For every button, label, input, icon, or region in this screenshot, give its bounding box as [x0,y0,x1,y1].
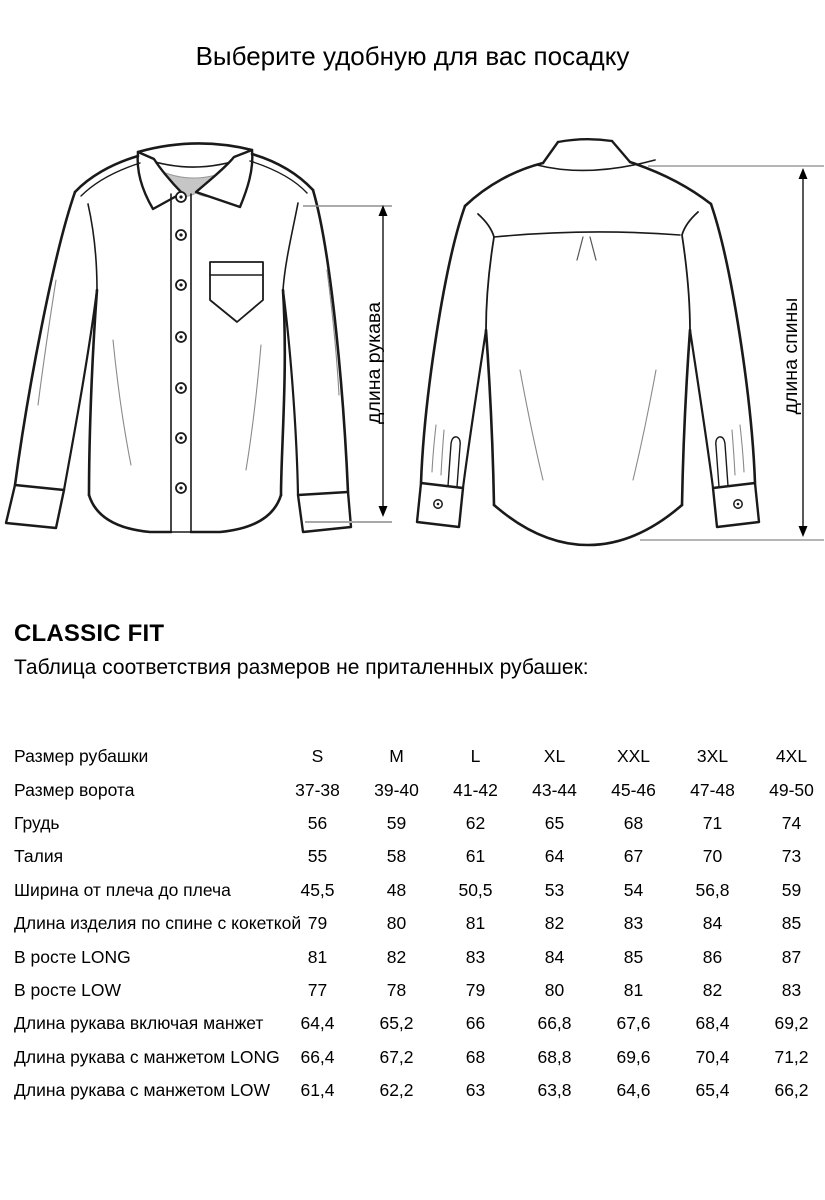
size-cell: 55 [307,846,328,867]
back-left-sleeve-placket [448,437,460,487]
size-cell: 49-50 [769,779,814,800]
size-cell: 80 [544,979,565,1000]
size-cell: 68 [623,812,644,833]
back-shirt-drawing [417,139,759,545]
size-cell: 84 [702,913,723,934]
table-row-waist [0,840,825,873]
size-cell: 45,5 [300,879,335,900]
table-row-sleeve-cuff-long [0,1041,825,1074]
size-cell: 64 [544,846,565,867]
size-cell: 48 [386,879,407,900]
row-label: Размер ворота [14,779,135,800]
size-cell: 71,2 [774,1046,809,1067]
size-cell: 82 [702,979,723,1000]
size-cell: 67,6 [616,1013,651,1034]
shirt-diagram-svg [0,130,825,610]
table-row-shoulder-width [0,874,825,907]
page-title: Выберите удобную для вас посадку [195,41,630,71]
sleeve-length-label: длина рукава [363,302,385,424]
size-cell: 66 [465,1013,486,1034]
size-cell: 82 [386,946,407,967]
size-cell: 82 [544,913,565,934]
shirt-diagrams [0,130,825,610]
row-label: Размер рубашки [14,746,149,767]
size-cell: 58 [386,846,407,867]
size-cell: 43-44 [532,779,577,800]
table-row-shirt-size [0,740,825,773]
front-buttons [176,192,186,493]
size-cell: 86 [702,946,723,967]
size-cell: 69,6 [616,1046,651,1067]
size-cell: 4XL [775,746,808,767]
size-cell: 3XL [696,746,729,767]
size-cell: 63,8 [537,1080,572,1101]
size-cell: 53 [544,879,565,900]
size-cell: 78 [386,979,407,1000]
row-label: В росте LOW [14,979,122,1000]
size-cell: 61 [465,846,486,867]
size-cell: 83 [623,913,644,934]
table-caption: Таблица соответствия размеров не приталенных рубашек: [14,656,589,679]
section-heading: CLASSIC FIT [14,620,165,647]
size-cell: 67 [623,846,644,867]
row-label: Длина изделия по спине с кокеткой [14,913,302,934]
size-cell: 81 [623,979,644,1000]
size-cell: 56,8 [695,879,730,900]
row-label: Длина рукава с манжетом LOW [14,1080,271,1101]
size-cell: XXL [616,746,651,767]
size-cell: 70,4 [695,1046,730,1067]
back-right-sleeve-placket [716,437,728,487]
size-cell: 77 [307,979,328,1000]
size-cell: 62 [465,812,486,833]
size-cell: 64,4 [300,1013,335,1034]
size-cell: 83 [465,946,486,967]
size-cell: 66,4 [300,1046,335,1067]
size-cell: 80 [386,913,407,934]
size-cell: 70 [702,846,723,867]
size-cell: 65,2 [379,1013,414,1034]
row-label: В росте LONG [14,946,131,967]
size-cell: 66,2 [774,1080,809,1101]
size-cell: 71 [702,812,723,833]
size-cell: 79 [465,979,486,1000]
row-label: Грудь [14,812,60,833]
size-cell: XL [543,746,566,767]
size-cell: 56 [307,812,328,833]
size-cell: 64,6 [616,1080,651,1101]
size-cell: 68,8 [537,1046,572,1067]
chest-pocket [210,262,263,322]
table-row-sleeve-cuff-low [0,1074,825,1107]
size-cell: M [389,746,404,767]
table-row-chest [0,807,825,840]
size-cell: 54 [623,879,644,900]
size-cell: 61,4 [300,1080,335,1101]
size-cell: 83 [781,979,802,1000]
size-cell: 73 [781,846,802,867]
row-label: Талия [14,846,64,867]
size-cell: 66,8 [537,1013,572,1034]
table-row-height-long [0,940,825,973]
back-pleat [577,237,596,260]
size-cell: 84 [544,946,565,967]
front-creases [38,270,339,470]
back-length-label: длина спины [780,297,802,415]
size-cell: L [470,746,481,767]
size-cell: 47-48 [690,779,735,800]
size-cell: 59 [386,812,407,833]
size-cell: 85 [623,946,644,967]
row-label: Ширина от плеча до плеча [14,879,231,900]
size-cell: 69,2 [774,1013,809,1034]
size-cell: 68,4 [695,1013,730,1034]
size-cell: 68 [465,1046,486,1067]
table-row-back-length-yoke [0,907,825,940]
size-cell: 67,2 [379,1046,414,1067]
size-cell: 59 [781,879,802,900]
size-cell: 62,2 [379,1080,414,1101]
button-placket [171,194,191,532]
front-right-cuff [298,492,351,532]
size-cell: 79 [307,913,328,934]
front-shirt-drawing [6,143,351,532]
row-label: Длина рукава с манжетом LONG [14,1046,280,1067]
size-cell: 74 [781,812,802,833]
back-creases [432,370,744,480]
size-cell: 65,4 [695,1080,730,1101]
size-cell: 65 [544,812,565,833]
size-cell: 85 [781,913,802,934]
size-cell: S [311,746,324,767]
size-cell: 50,5 [458,879,493,900]
size-table [0,740,825,1107]
size-cell: 37-38 [295,779,340,800]
back-yoke-seam [494,232,680,237]
table-row-height-low [0,974,825,1007]
size-cell: 81 [307,946,328,967]
size-cell: 81 [465,913,486,934]
size-cell: 39-40 [374,779,419,800]
size-cell: 41-42 [453,779,498,800]
table-row-sleeve-incl-cuff [0,1007,825,1040]
size-cell: 45-46 [611,779,656,800]
front-left-cuff [6,485,64,528]
size-cell: 87 [781,946,802,967]
row-label: Длина рукава включая манжет [14,1013,264,1034]
table-row-collar-size [0,773,825,806]
size-cell: 63 [465,1080,486,1101]
